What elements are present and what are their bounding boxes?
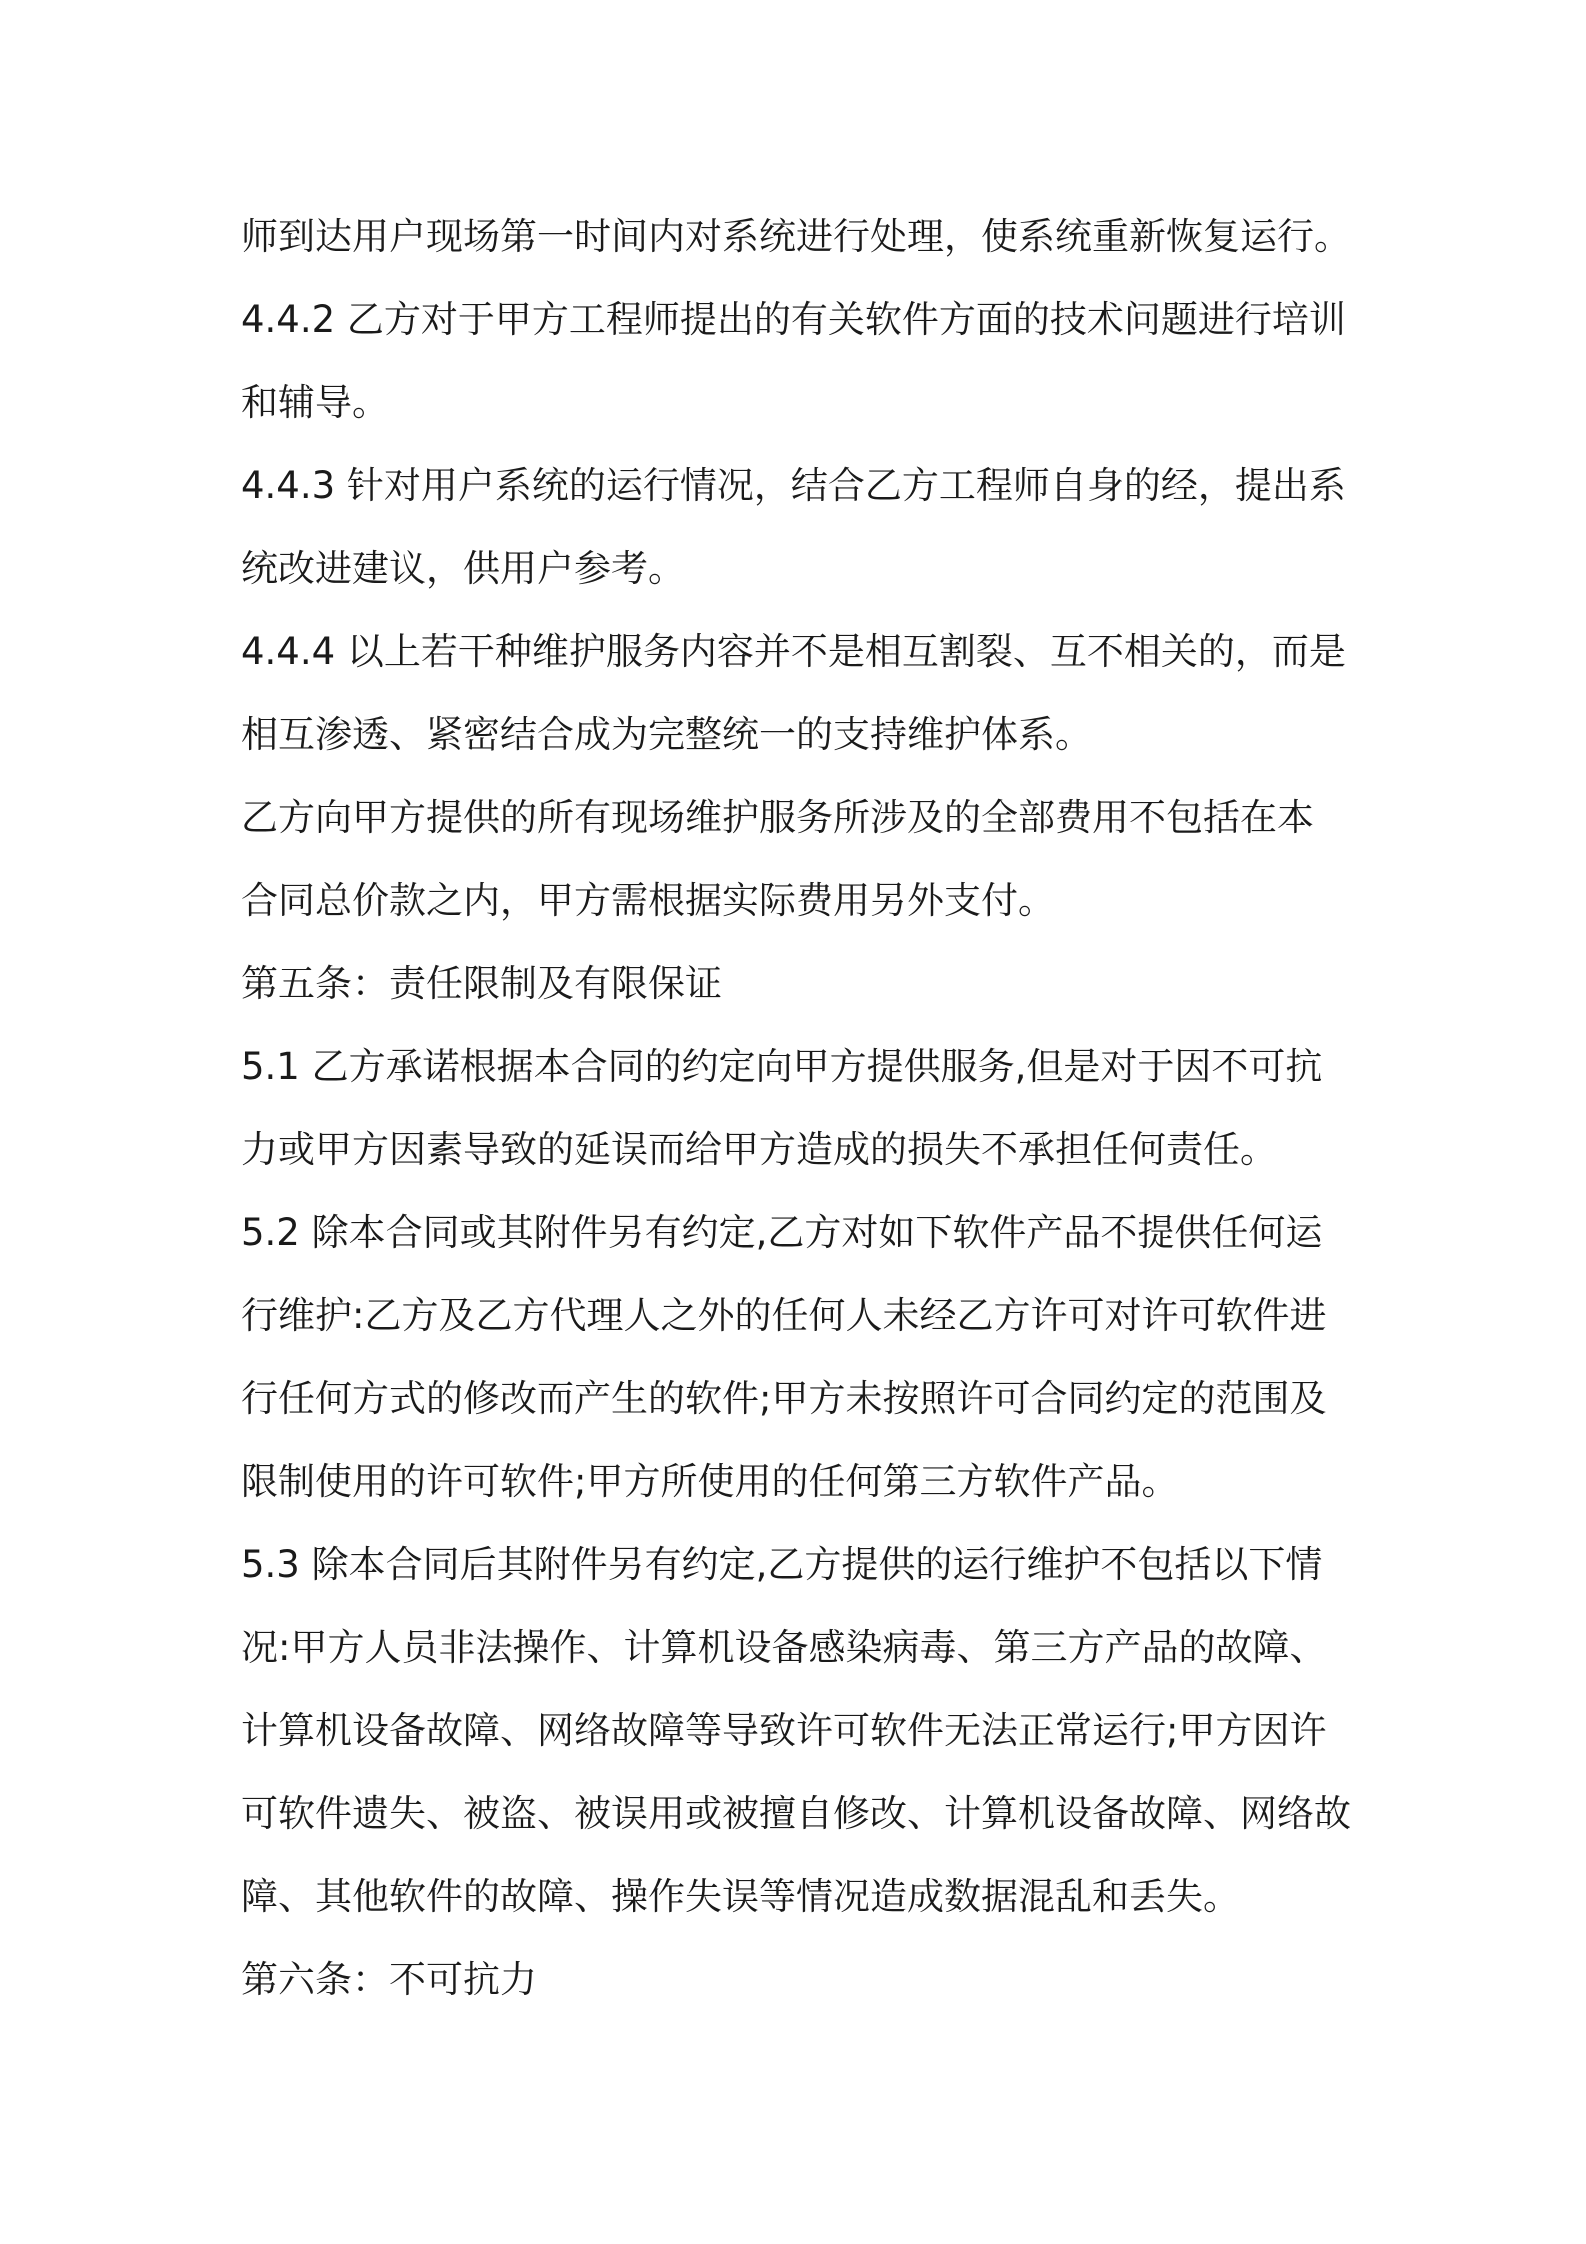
paragraph-line: 行维护:乙方及乙方代理人之外的任何人未经乙方许可对许可软件进 xyxy=(241,1294,1327,1337)
paragraph-line: 计算机设备故障、网络故障等导致许可软件无法正常运行;甲方因许 xyxy=(241,1709,1327,1752)
clause-4-4-2-line: 4.4.2 乙方对于甲方工程师提出的有关软件方面的技术问题进行培训 xyxy=(241,298,1346,341)
section-heading-article-6: 第六条：不可抗力 xyxy=(241,1958,537,2001)
paragraph-line: 和辅导。 xyxy=(241,381,389,424)
paragraph-line: 师到达用户现场第一时间内对系统进行处理，使系统重新恢复运行。 xyxy=(241,215,1351,258)
section-heading-article-5: 第五条：责任限制及有限保证 xyxy=(241,962,722,1005)
clause-5-3-line: 5.3 除本合同后其附件另有约定,乙方提供的运行维护不包括以下情 xyxy=(241,1543,1323,1586)
paragraph-line: 障、其他软件的故障、操作失误等情况造成数据混乱和丢失。 xyxy=(241,1875,1240,1918)
paragraph-line: 相互渗透、紧密结合成为完整统一的支持维护体系。 xyxy=(241,713,1092,756)
paragraph-line: 合同总价款之内，甲方需根据实际费用另外支付。 xyxy=(241,879,1055,922)
paragraph-line: 况:甲方人员非法操作、计算机设备感染病毒、第三方产品的故障、 xyxy=(241,1626,1327,1669)
paragraph-line: 乙方向甲方提供的所有现场维护服务所涉及的全部费用不包括在本 xyxy=(241,796,1314,839)
clause-4-4-4-line: 4.4.4 以上若干种维护服务内容并不是相互割裂、互不相关的，而是 xyxy=(241,630,1346,673)
paragraph-line: 可软件遗失、被盗、被误用或被擅自修改、计算机设备故障、网络故 xyxy=(241,1792,1351,1835)
paragraph-line: 限制使用的许可软件;甲方所使用的任何第三方软件产品。 xyxy=(241,1460,1179,1503)
clause-5-2-line: 5.2 除本合同或其附件另有约定,乙方对如下软件产品不提供任何运 xyxy=(241,1211,1323,1254)
document-body xyxy=(241,195,1361,2021)
paragraph-line: 行任何方式的修改而产生的软件;甲方未按照许可合同约定的范围及 xyxy=(241,1377,1327,1420)
clause-4-4-3-line: 4.4.3 针对用户系统的运行情况，结合乙方工程师自身的经，提出系 xyxy=(241,464,1346,507)
paragraph-line: 统改进建议，供用户参考。 xyxy=(241,547,685,590)
paragraph-line: 力或甲方因素导致的延误而给甲方造成的损失不承担任何责任。 xyxy=(241,1128,1277,1171)
clause-5-1-line: 5.1 乙方承诺根据本合同的约定向甲方提供服务,但是对于因不可抗 xyxy=(241,1045,1323,1088)
